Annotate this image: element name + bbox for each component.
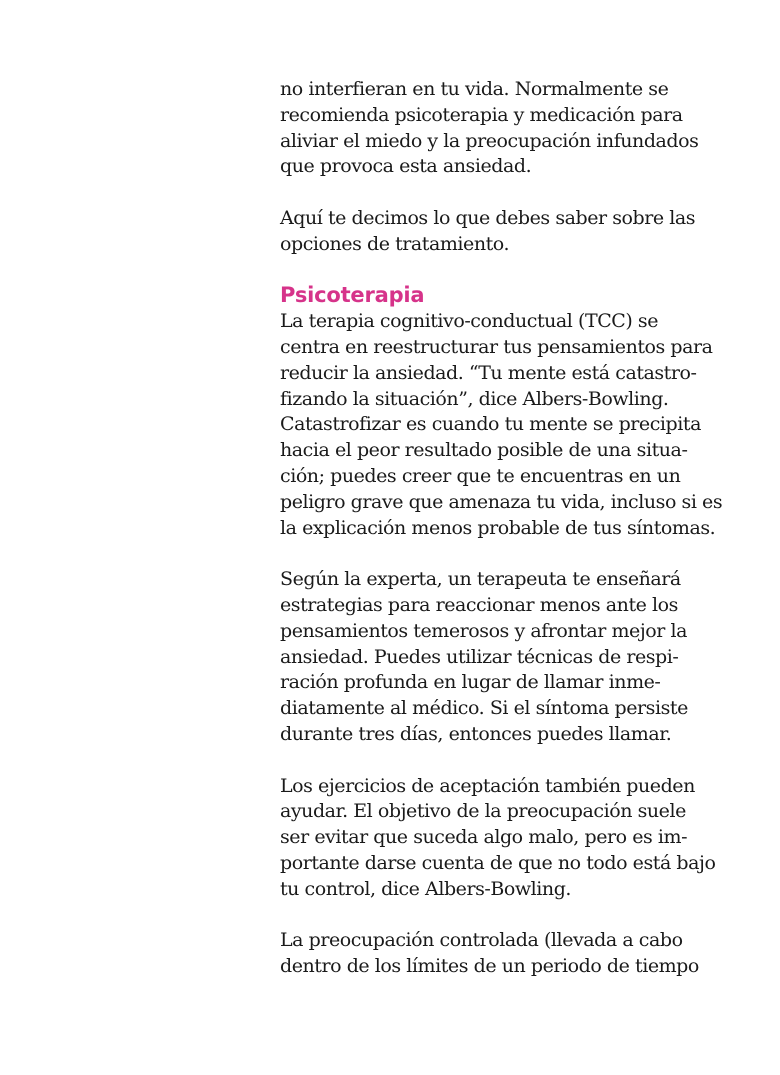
text-line: no interfieran en tu vida. Normalmente se xyxy=(280,78,669,100)
text-line: diatamente al médico. Si el síntoma persiste xyxy=(280,697,688,720)
tcc-paragraph xyxy=(280,309,730,541)
text-line: reducir la ansiedad. “Tu mente está catastro- xyxy=(280,361,697,384)
text-line: ción; puedes creer que te encuentras en un xyxy=(280,464,681,487)
options-paragraph xyxy=(280,206,730,258)
acceptance-paragraph xyxy=(280,774,730,903)
text-line: peligro grave que amenaza tu vida, incluso si es xyxy=(280,490,723,513)
text-line: Según la experta, un terapeuta te enseñará xyxy=(280,568,681,591)
text-line: centra en reestructurar tus pensamientos para xyxy=(280,335,713,358)
text-line: Aquí te decimos lo que debes saber sobre las xyxy=(280,206,696,229)
text-line: hacia el peor resultado posible de una situa- xyxy=(280,439,688,462)
text-line: estrategias para reaccionar menos ante los xyxy=(280,593,678,616)
text-line: tu control, dice Albers-Bowling. xyxy=(280,877,572,900)
text-line: dentro de los límites de un periodo de tiempo xyxy=(280,955,699,978)
text-line: Los ejercicios de aceptación también pueden xyxy=(280,774,695,797)
text-line: pensamientos temerosos y afrontar mejor la xyxy=(280,619,687,642)
text-line: ser evitar que suceda algo malo, pero es im- xyxy=(280,826,688,849)
text-line: aliviar el miedo y la preocupación infundados xyxy=(280,129,699,152)
text-line: opciones de tratamiento. xyxy=(280,232,510,255)
text-line: La preocupación controlada (llevada a cabo xyxy=(280,929,683,952)
text-line: fizando la situación”, dice Albers-Bowling. xyxy=(280,387,669,410)
strategies-paragraph xyxy=(280,567,730,748)
text-line: durante tres días, entonces puedes llamar. xyxy=(280,722,672,745)
text-line: La terapia cognitivo-conductual (TCC) se xyxy=(280,310,659,333)
text-line: Catastrofizar es cuando tu mente se precipita xyxy=(280,413,701,436)
text-line: portante darse cuenta de que no todo está bajo xyxy=(280,851,716,874)
section-heading-psicoterapia: Psicoterapia xyxy=(280,283,425,308)
text-line: ansiedad. Puedes utilizar técnicas de respi- xyxy=(280,645,679,668)
intro-paragraph xyxy=(280,77,730,180)
article-column xyxy=(280,77,730,1006)
text-line: ayudar. El objetivo de la preocupación suele xyxy=(280,800,686,823)
text-line: recomienda psicoterapia y medicación para xyxy=(280,103,683,126)
text-line: la explicación menos probable de tus síntomas. xyxy=(280,516,716,539)
text-line: ración profunda en lugar de llamar inme- xyxy=(280,671,661,694)
controlled-worry-paragraph xyxy=(280,928,730,980)
text-line: que provoca esta ansiedad. xyxy=(280,155,532,178)
